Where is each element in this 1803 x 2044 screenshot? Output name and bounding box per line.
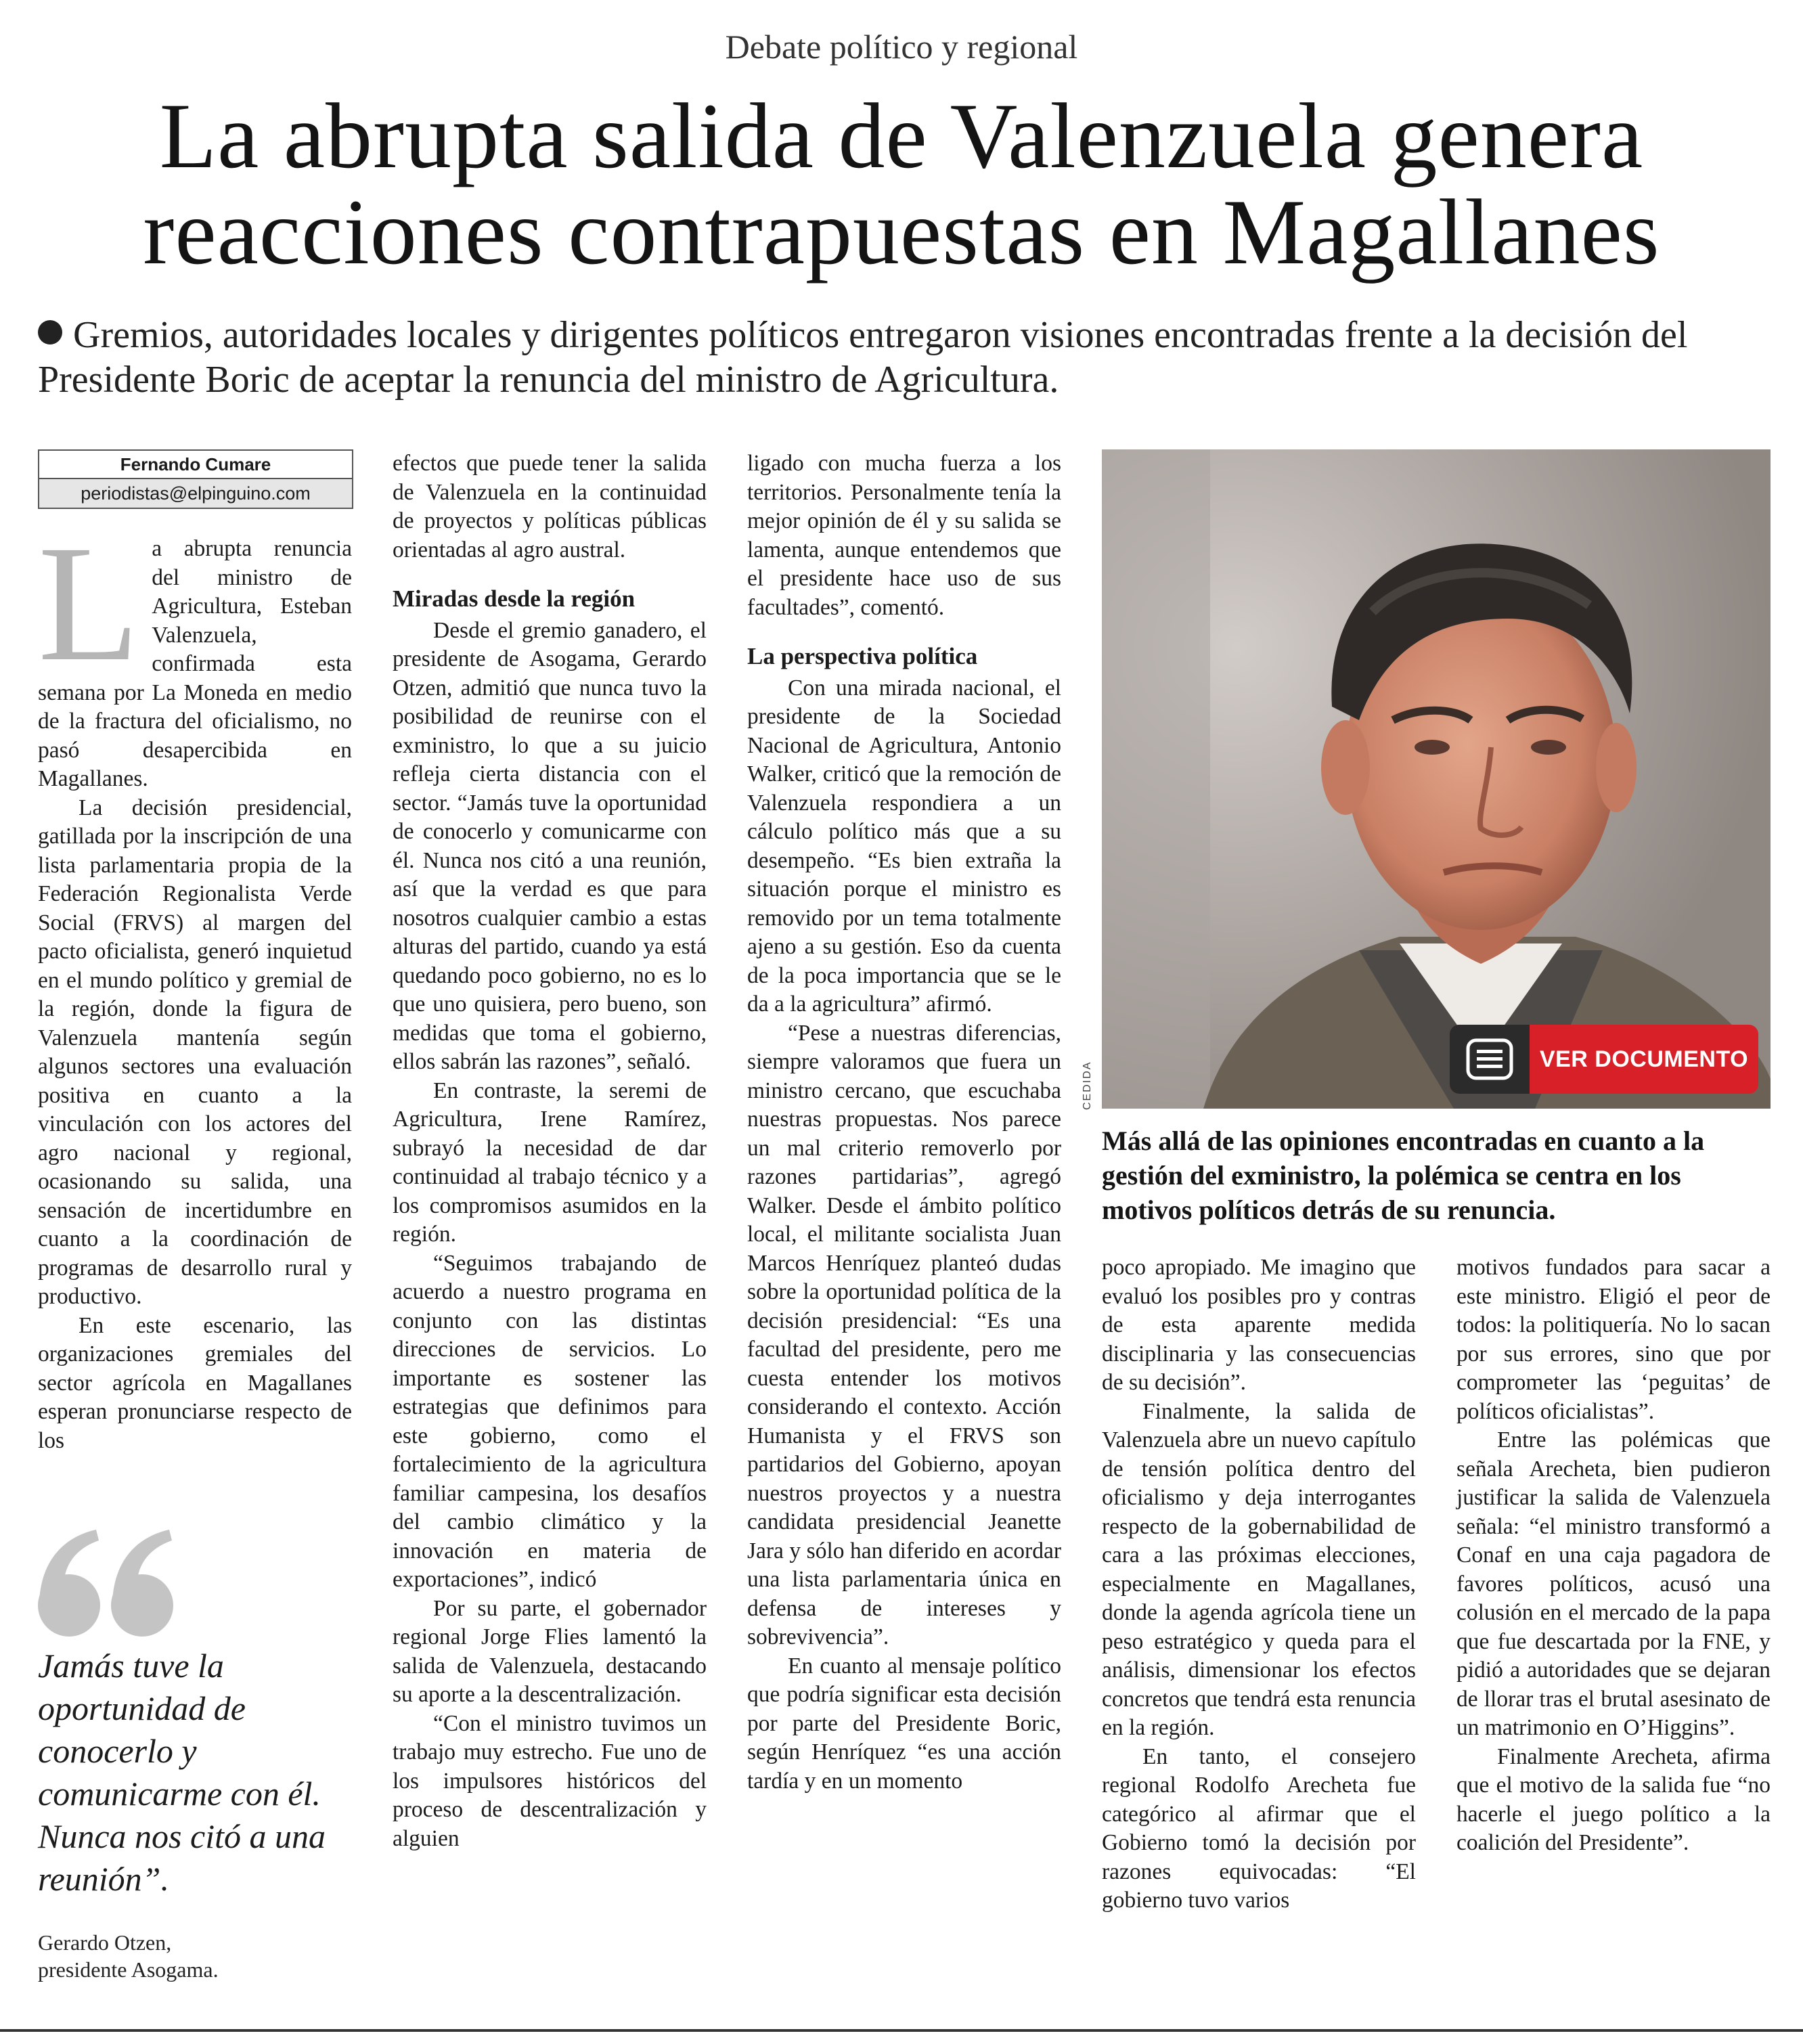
article-column-2	[393, 449, 707, 1853]
article-column-3	[747, 449, 1061, 1796]
subhead	[38, 313, 1743, 402]
author-name: Fernando Cumare	[39, 451, 352, 479]
paragraph: En cuanto al mensaje político que podría significar esta decisión por parte del Presidente Boric, según Henríquez “es una acción tardía y en un momento	[747, 1653, 1061, 1794]
paragraph: En contraste, la seremi de Agricultura, Irene Ramírez, subrayó la necesidad de dar continuidad al trabajo técnico y a los compromisos asumidos en la región.	[393, 1077, 707, 1247]
bullet-icon	[38, 320, 62, 345]
paragraph: En tanto, el consejero regional Rodolfo Arecheta fue categórico al afirmar que el Gobierno tomó la decisión por razones equivocadas: “El gobierno tuvo varios	[1102, 1743, 1416, 1913]
headline-line-1: La abrupta salida de Valenzuela genera	[159, 84, 1644, 187]
bottom-rule	[0, 2029, 1803, 2032]
kicker: Debate político y regional	[725, 28, 1078, 66]
view-document-button[interactable]	[1450, 1025, 1758, 1094]
paragraph: Por su parte, el gobernador regional Jorge Flies lamentó la salida de Valenzuela, destacando su aporte a la descentralización.	[393, 1595, 707, 1707]
portrait-illustration	[1102, 449, 1771, 1109]
headline-line-2: reacciones contrapuestas en Magallanes	[143, 180, 1660, 284]
author-email: periodistas@elpinguino.com	[39, 479, 352, 508]
paragraph: En este escenario, las organizaciones gremiales del sector agrícola en Magallanes esperan pronunciarse respecto de los	[38, 1312, 352, 1453]
paragraph: Finalmente Arecheta, afirma que el motivo de la salida fue “no hacerle el juego político a la coalición del Presidente”.	[1456, 1743, 1771, 1855]
article-column-5	[1456, 1253, 1771, 1858]
quote-attribution-name: Gerardo Otzen,	[38, 1930, 172, 1955]
subhead-text: Gremios, autoridades locales y dirigentes políticos entregaron visiones encontradas frente a la decisión del Presidente Boric de aceptar la renuncia del ministro de Agricultura.	[38, 314, 1688, 401]
article-photo	[1102, 449, 1771, 1109]
paragraph: Entre las polémicas que señala Arecheta, bien pudieron justificar la salida de Valenzuela señala: “el ministro transformó a Conaf en una caja pagadora de favores políticos, acusó una colusión en el mercado de la papa que fue descartada por la FNE, y pidió a autoridades que se dejaran de llorar tras el brutal asesinato de un matrimonio en O’Higgins”.	[1456, 1427, 1771, 1740]
quote-attribution	[38, 1929, 356, 1983]
paragraph: La decisión presidencial, gatillada por la inscripción de una lista parlamentaria propia de la Federación Regionalista Verde Social (FRVS) al margen del pacto oficialista, generó inquietud en el mundo político y gremial de la región, donde la figura de Valenzuela mantenía según algunos sectores una evaluación positiva en cuanto a la vinculación con los actores del agro nacional y regional, ocasionando su salida, una sensación de incertidumbre en cuanto a la coordinación de programas de desarrollo rural y productivo.	[38, 795, 352, 1309]
article-column-1	[38, 512, 352, 1455]
photo-credit: CEDIDA	[1082, 1061, 1093, 1110]
headline	[41, 84, 1762, 284]
photo-caption: Más allá de las opiniones encontradas en cuanto a la gestión del exministro, la polémica se centra en los motivos políticos detrás de su renuncia.	[1102, 1126, 1705, 1225]
paragraph: motivos fundados para sacar a este ministro. Eligió el peor de todos: la politiquería. No lo sacan por sus errores, sino que por comprometer las ‘peguitas’ de políticos oficialistas”.	[1456, 1255, 1771, 1424]
view-document-label: VER DOCUMENTO	[1539, 1046, 1749, 1072]
document-list-icon	[1450, 1025, 1530, 1094]
drop-cap: L	[38, 512, 140, 696]
paragraph: Desde el gremio ganadero, el presidente de Asogama, Gerardo Otzen, admitió que nunca tuvo la posibilidad de reunirse con el exministro, lo que a su juicio refleja cierta distancia con el sector. “Jamás tuve la oportunidad de conocerlo y comunicarme con él. Nunca nos citó a una reunión, así que la verdad es que para nosotros cualquier cambio a estas alturas del partido, cuando ya está quedando poco gobierno, no es lo que uno quisiera, pero bueno, son medidas que toma el gobierno, ellos sabrán las razones”, señaló.	[393, 617, 707, 1074]
paragraph: “Pese a nuestras diferencias, siempre valoramos que fuera un ministro cercano, que escuchaba nuestras propuestas. Nos parece un mal criterio removerlo por razones partidarias”, agregó Walker. Desde el ámbito político local, el militante socialista Juan Marcos Henríquez planteó dudas sobre la oportunidad política de la decisión presidencial: “Es una facultad del presidente, pero me cuesta entender los motivos considerando el contexto. Acción Humanista y el FRVS son partidarios del Gobierno, apoyan nuestros proyectos y a nuestra candidata presidencial Jeanette Jara y sólo han diferido en acordar una lista parlamentaria única en defensa de intereses y sobrevivencia”.	[747, 1020, 1061, 1649]
section-heading: La perspectiva política	[747, 643, 978, 669]
quote-mark-icon	[34, 1523, 183, 1645]
article-column-4	[1102, 1253, 1416, 1915]
paragraph: Con una mirada nacional, el presidente de la Sociedad Nacional de Agricultura, Antonio Walker, criticó que la remoción de Valenzuela respondiera a un cálculo político más que a su desempeño. “Es bien extraña la situación porque el ministro es removido por un tema totalmente ajeno a su gestión. Eso da cuenta de la poca importancia que se le da a la agricultura” afirmó.	[747, 675, 1061, 1017]
paragraph: ligado con mucha fuerza a los territorios. Personalmente tenía la mejor opinión de él y su salida se lamenta, aunque entendemos que el presidente hace uso de sus facultades”, comentó.	[747, 451, 1061, 620]
paragraph: efectos que puede tener la salida de Valenzuela en la continuidad de proyectos y políticas públicas orientadas al agro austral.	[393, 451, 707, 562]
quote-attribution-role: presidente Asogama.	[38, 1957, 219, 1982]
paragraph: “Seguimos trabajando de acuerdo a nuestro programa en conjunto con las distintas direcciones de servicios. Lo importante es sostener las estrategias que definimos para este gobierno, como el fortalecimiento de la agricultura familiar campesina, los desafíos del cambio climático y la innovación en materia de exportaciones”, indicó	[393, 1250, 707, 1592]
paragraph: Finalmente, la salida de Valenzuela abre un nuevo capítulo de tensión política dentro del oficialismo y deja interrogantes respecto de la gobernabilidad de cara a las próximas elecciones, especialmente en Magallanes, donde la agenda agrícola tiene un peso estratégico y queda para el análisis, dimensionar los efectos concretos que tendrá esta renuncia en la región.	[1102, 1398, 1416, 1740]
section-heading: Miradas desde la región	[393, 585, 636, 612]
byline-box	[38, 449, 353, 509]
paragraph: “Con el ministro tuvimos un trabajo muy estrecho. Fue uno de los impulsores históricos del proceso de descentralización y alguien	[393, 1710, 707, 1851]
paragraph: a abrupta renuncia del ministro de Agricultura, Esteban Valenzuela, confirmada esta semana por La Moneda en medio de la fractura del oficialismo, no pasó desapercibida en Magallanes.	[38, 536, 352, 791]
paragraph: poco apropiado. Me imagino que evaluó los posibles pro y contras de esta aparente medida disciplinaria y las consecuencias de su decisión”.	[1102, 1255, 1416, 1395]
pull-quote: Jamás tuve la oportunidad de conocerlo y comunicarme con él. Nunca nos citó a una reunión”.	[38, 1647, 326, 1898]
